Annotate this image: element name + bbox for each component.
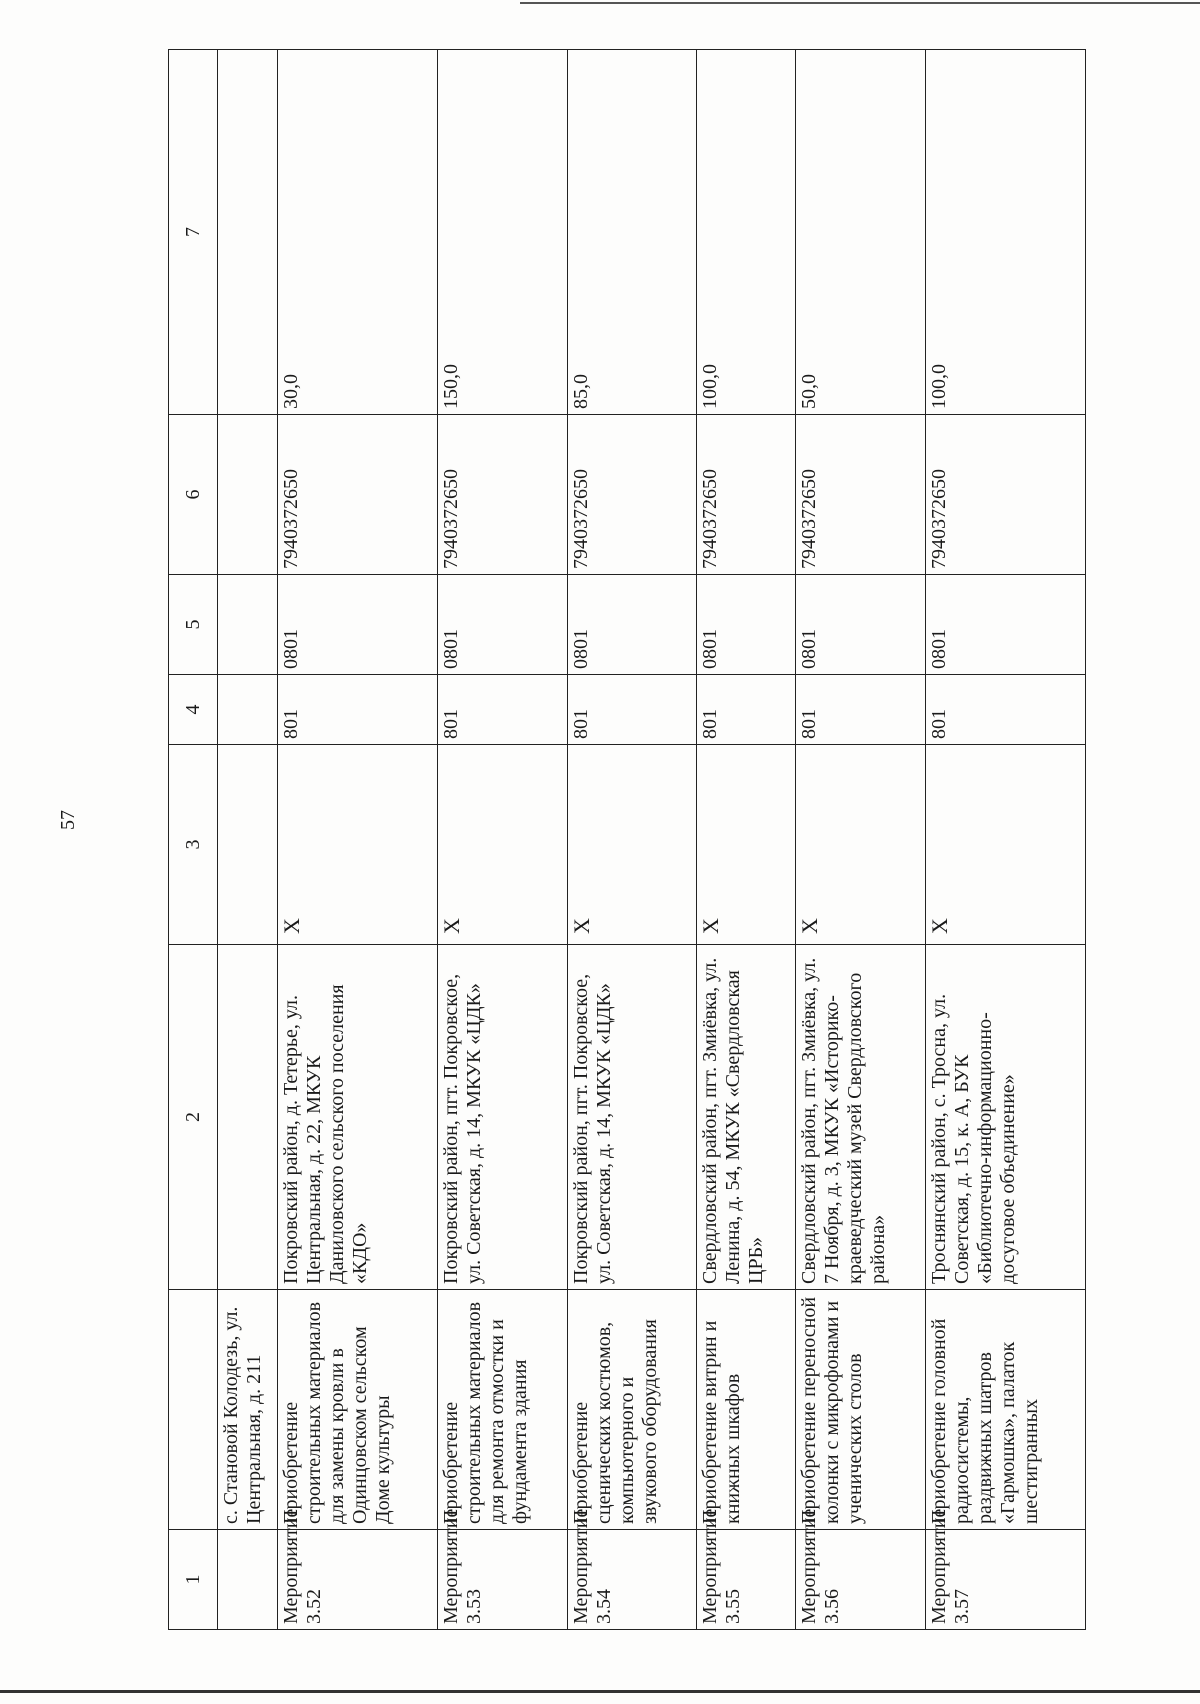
event-cell: Мероприятие 3.53 — [438, 1530, 568, 1630]
code-cell: 0801 — [925, 575, 1085, 675]
code-cell: 0801 — [697, 575, 796, 675]
code-cell: 801 — [567, 675, 697, 745]
cross-cell: Х — [697, 745, 796, 945]
name-cell: Приобретение головной радиосистемы, раздвижных шатров «Гармошка», палаток шестигранных — [925, 1290, 1085, 1530]
cross-cell: Х — [796, 745, 926, 945]
code-cell: 801 — [925, 675, 1085, 745]
name-cell: Приобретение переносной колонки с микрофонами и ученических столов — [796, 1290, 926, 1530]
name-cell: Приобретение строительных материалов для замены кровли в Одинцовском сельском Доме культуры — [278, 1290, 438, 1530]
code-cell: 801 — [438, 675, 568, 745]
table-row — [438, 50, 568, 1630]
table-row — [925, 50, 1085, 1630]
address-cell: Троснянский район, с. Тросна, ул. Советская, д. 15, к. А, БУК «Библиотечно-информационно-досуговое объединение» — [925, 945, 1085, 1290]
table-row — [796, 50, 926, 1630]
header-cell — [169, 1290, 218, 1530]
code-cell: 0801 — [278, 575, 438, 675]
amount-cell: 30,0 — [278, 50, 438, 415]
event-cell: Мероприятие 3.52 — [278, 1530, 438, 1630]
code-cell: 0801 — [796, 575, 926, 675]
bottom-rule — [0, 1690, 1200, 1693]
cell — [218, 415, 278, 575]
amount-cell: 50,0 — [796, 50, 926, 415]
header-cell: 3 — [169, 745, 218, 945]
code-cell: 7940372650 — [278, 415, 438, 575]
page-number: 57 — [57, 810, 79, 830]
cell — [218, 50, 278, 415]
header-cell: 5 — [169, 575, 218, 675]
header-cell: 7 — [169, 50, 218, 415]
cross-cell: Х — [278, 745, 438, 945]
amount-cell: 100,0 — [697, 50, 796, 415]
cell — [218, 745, 278, 945]
event-cell: Мероприятие 3.57 — [925, 1530, 1085, 1630]
address-cell: Свердловский район, пгт. Змиёвка, ул. 7 Ноября, д. 3, МКУК «Историко-краеведческий музей Свердловского района» — [796, 945, 926, 1290]
cell — [218, 1530, 278, 1630]
address-cell: Покровский район, д. Тетерье, ул. Центральная, д. 22, МКУК Даниловского сельского поселения «КДО» — [278, 945, 438, 1290]
code-cell: 7940372650 — [567, 415, 697, 575]
continuation-row — [218, 50, 278, 1630]
event-cell: Мероприятие 3.56 — [796, 1530, 926, 1630]
header-cell: 6 — [169, 415, 218, 575]
header-cell: 4 — [169, 675, 218, 745]
amount-cell: 150,0 — [438, 50, 568, 415]
table-row — [278, 50, 438, 1630]
amount-cell: 100,0 — [925, 50, 1085, 415]
continuation-address: с. Становой Колодезь, ул. Центральная, д. 211 — [218, 1290, 278, 1530]
rotated-sheet — [168, 50, 1086, 1630]
amount-cell: 85,0 — [567, 50, 697, 415]
code-cell: 7940372650 — [796, 415, 926, 575]
cell — [218, 575, 278, 675]
code-cell: 801 — [697, 675, 796, 745]
code-cell: 7940372650 — [438, 415, 568, 575]
code-cell: 7940372650 — [697, 415, 796, 575]
address-cell: Свердловский район, пгт. Змиёвка, ул. Ленина, д. 54, МКУК «Свердловская ЦРБ» — [697, 945, 796, 1290]
name-cell: Приобретение строительных материалов для ремонта отмостки и фундамента здания — [438, 1290, 568, 1530]
code-cell: 0801 — [567, 575, 697, 675]
events-table — [168, 49, 1086, 1630]
cell — [218, 675, 278, 745]
table-row — [697, 50, 796, 1630]
code-cell: 801 — [278, 675, 438, 745]
name-cell: Приобретение сценических костюмов, компьютерного и звукового оборудования — [567, 1290, 697, 1530]
name-cell: Приобретение витрин и книжных шкафов — [697, 1290, 796, 1530]
event-cell: Мероприятие 3.55 — [697, 1530, 796, 1630]
code-cell: 0801 — [438, 575, 568, 675]
table-row — [567, 50, 697, 1630]
address-cell: Покровский район, пгт. Покровское, ул. Советская, д. 14, МКУК «ЦДК» — [438, 945, 568, 1290]
cell — [218, 945, 278, 1290]
event-cell: Мероприятие 3.54 — [567, 1530, 697, 1630]
address-cell: Покровский район, пгт. Покровское, ул. Советская, д. 14, МКУК «ЦДК» — [567, 945, 697, 1290]
cross-cell: Х — [567, 745, 697, 945]
header-cell: 2 — [169, 945, 218, 1290]
code-cell: 801 — [796, 675, 926, 745]
top-rule — [520, 2, 1200, 4]
cross-cell: Х — [438, 745, 568, 945]
header-cell: 1 — [169, 1530, 218, 1630]
header-row — [169, 50, 218, 1630]
code-cell: 7940372650 — [925, 415, 1085, 575]
cross-cell: Х — [925, 745, 1085, 945]
